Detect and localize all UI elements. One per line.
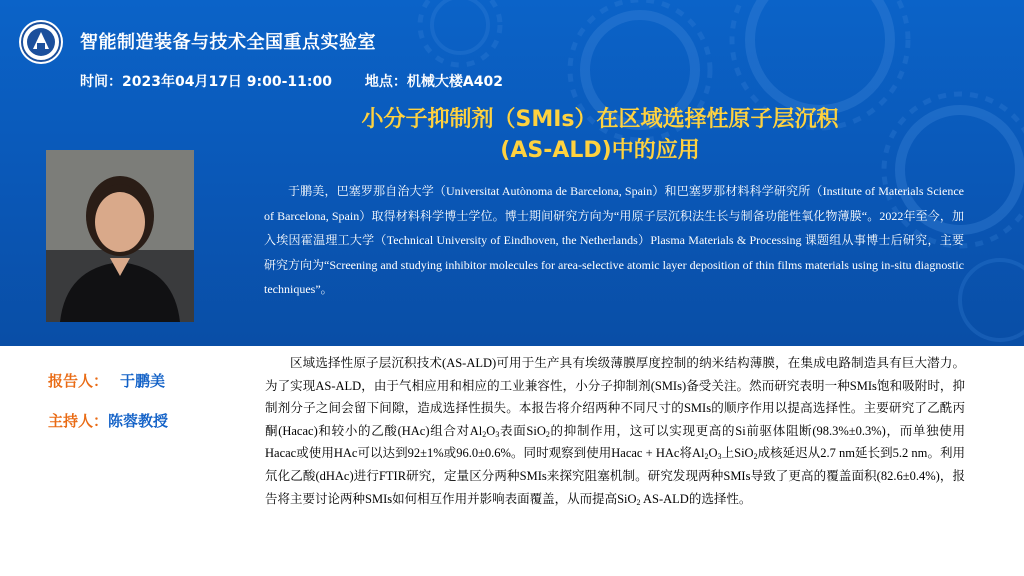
abstract-sub-4: 2	[704, 452, 709, 462]
talk-title-line1: 小分子抑制剂（SMIs）在区域选择性原子层沉积	[361, 107, 839, 132]
speaker-row	[48, 370, 165, 391]
abstract-sub-2: 3	[495, 429, 500, 439]
speaker-name: 于鹏美	[120, 372, 166, 390]
abstract-sub-5: 3	[717, 452, 722, 462]
university-seal-icon	[18, 19, 64, 65]
abstract-text-3: 表面SiO	[499, 423, 546, 438]
speaker-bio: 于鹏美，巴塞罗那自治大学（Universitat Autònoma de Barcelona, Spain）和巴塞罗那材料科学研究所（Institute of Materials Science of Barcelona, Spain）取得材料科学博士学位。博士期间研究方向为“用原子层沉积法生长与制备功能性氧化物薄膜“。2022年至今，加入埃因霍温理工大学（Technical University of Eindhoven, the Netherlands）Plasma Materials & Processing 课题组从事博士后研究，主要研究方向为“Screening and studying inhibitor molecules for area-selective atomic layer deposition of thin films materials using in-situ diagnostic techniques”。	[264, 184, 964, 296]
host-name: 陈蓉教授	[108, 412, 169, 430]
abstract-text-6: 上SiO	[721, 446, 754, 461]
abstract-text-7: 成核延迟从2.7 nm延长到5.2 nm。利用氘化乙酸(dHAc)进行FTIR研究，定量区分两种SMIs来探究阻塞机制。研究发现两种SMIs导致了更高的覆盖面积(82.6±0.4%)，报告将主要讨论两种SMIs如何相互作用并影响表面覆盖，从而提高SiO	[265, 446, 966, 506]
abstract-sub-3: 2	[545, 429, 550, 439]
talk-title-line2: (AS-ALD)中的应用	[500, 138, 700, 163]
abstract-text-5: O	[708, 446, 718, 461]
abstract-sub-7: 2	[636, 497, 641, 507]
talk-title	[290, 104, 910, 166]
abstract-sub-6: 2	[753, 452, 758, 462]
talk-abstract	[265, 352, 965, 510]
lab-name: 智能制造装备与技术全国重点实验室	[80, 32, 376, 53]
host-label: 主持人：	[48, 412, 109, 430]
host-row	[48, 410, 168, 431]
abstract-text-8: AS-ALD的选择性。	[640, 491, 752, 506]
speaker-portrait	[46, 150, 194, 322]
abstract-text-2: O	[486, 423, 496, 438]
abstract-sub-1: 2	[482, 429, 487, 439]
speaker-label: 报告人：	[48, 372, 109, 390]
abstract-text-1: 区域选择性原子层沉积技术(AS-ALD)可用于生产具有埃级薄膜厚度控制的纳米结构薄膜，在集成电路制造具有巨大潜力。为了实现AS-ALD，由于气相应用和相应的工业兼容性，小分子抑制剂(SMIs)备受关注。然而研究表明一种SMIs饱和吸附时，抑制剂分子之间会留下间隙，造成选择性损失。本报告将介绍两种不同尺寸的SMIs的顺序作用以提高选择性。主要研究了乙酰丙酮(Hacac)和较小的乙酸(HAc)组合对Al	[265, 356, 965, 438]
abstract-text-4: 的抑制作用，这可以实现更高的Si前驱体阻断(98.3%±0.3%)，而单独使用Hacac或使用HAc可以达到92±1%或96.0±0.6%。同时观察到使用Hacac + HAc将Al	[265, 423, 965, 461]
event-meta	[80, 71, 503, 91]
event-venue: 地点：机械大楼A402	[364, 74, 503, 90]
event-time: 时间：2023年04月17日 9:00-11:00	[80, 74, 332, 90]
